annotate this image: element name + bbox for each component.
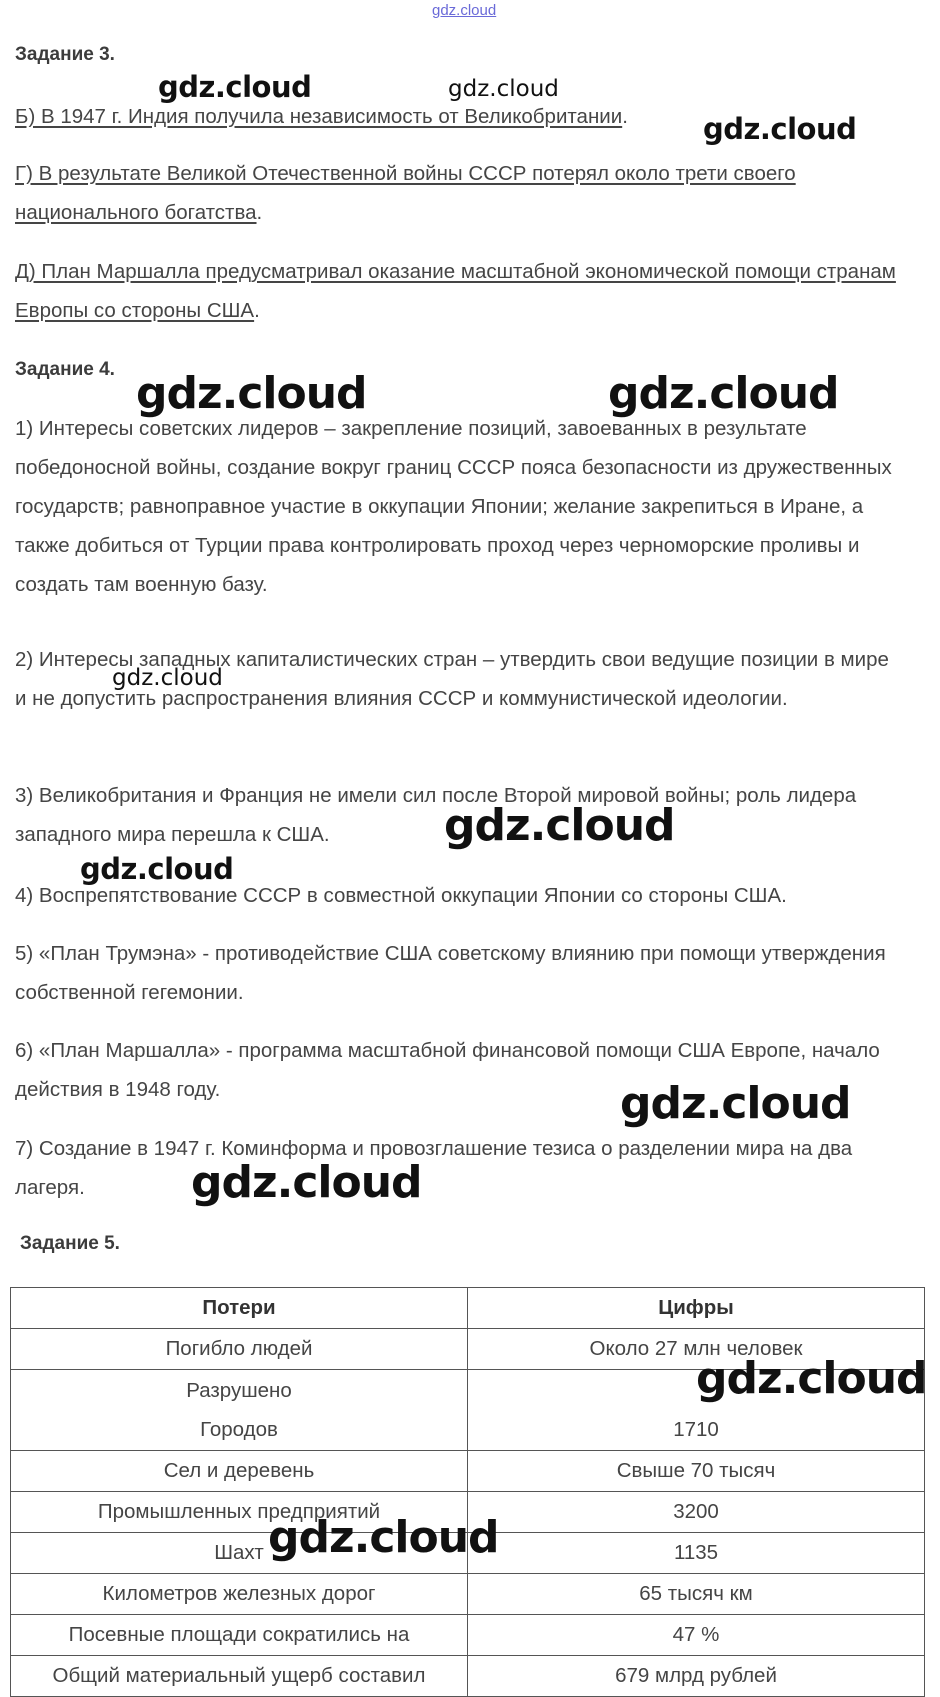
table-cell: Шахт	[11, 1533, 468, 1574]
task4-heading: Задание 4.	[15, 359, 115, 380]
table-cell: Километров железных дорог	[11, 1574, 468, 1615]
watermark: gdz.cloud	[448, 76, 559, 102]
task3-item-b: Б) В 1947 г. Индия получила независимость от Великобритании.	[15, 105, 628, 128]
task4-item-6: 6) «План Маршалла» - программа масштабной финансовой помощи США Европе, начало действия в 1948 году.	[15, 1039, 880, 1101]
task4-item-4: 4) Воспрепятствование СССР в совместной оккупации Японии со стороны США.	[15, 884, 787, 907]
table-row	[11, 1615, 925, 1656]
column-header: Потери	[11, 1288, 468, 1329]
watermark: gdz.cloud	[136, 368, 367, 419]
table-header-row	[11, 1288, 925, 1329]
task3-item-d: Д) План Маршалла предусматривал оказание масштабной экономической помощи странам Европы со стороны США.	[15, 260, 896, 322]
watermark: gdz.cloud	[268, 1512, 499, 1563]
table-cell: Общий материальный ущерб составил	[11, 1656, 468, 1697]
table-cell: Около 27 млн человек	[468, 1329, 925, 1370]
table-cell: 3200	[468, 1492, 925, 1533]
table-cell: 65 тысяч км	[468, 1574, 925, 1615]
table-row	[11, 1656, 925, 1697]
table-row	[11, 1451, 925, 1492]
watermark: gdz.cloud	[112, 665, 223, 691]
task4-item-5: 5) «План Трумэна» - противодействие США советскому влиянию при помощи утверждения собственной гегемонии.	[15, 942, 886, 1004]
watermark: gdz.cloud	[80, 852, 234, 886]
task4-item-1: 1) Интересы советских лидеров – закрепление позиций, завоеванных в результате победоносной войны, создание вокруг границ СССР пояса безопасности из дружественных государств; равноправное участие в оккупации Японии; желание закрепиться в Иране, а также добиться от Турции права контролировать проход через черноморские проливы и создать там военную базу.	[15, 417, 892, 596]
table-cell: 679 млрд рублей	[468, 1656, 925, 1697]
watermark: gdz.cloud	[444, 800, 675, 851]
table-cell	[11, 1370, 468, 1451]
task3-item-g: Г) В результате Великой Отечественной войны СССР потерял около трети своего национального богатства.	[15, 162, 796, 224]
table-row	[11, 1574, 925, 1615]
task4-item-3: 3) Великобритания и Франция не имели сил после Второй мировой войны; роль лидера западного мира перешла к США.	[15, 784, 857, 846]
table-cell: Посевные площади сократились на	[11, 1615, 468, 1656]
watermark: gdz.cloud	[158, 70, 312, 104]
losses-table	[10, 1287, 925, 1697]
watermark: gdz.cloud	[696, 1353, 927, 1404]
watermark: gdz.cloud	[608, 368, 839, 419]
site-link[interactable]: gdz.cloud	[432, 2, 497, 19]
task5-heading: Задание 5.	[20, 1233, 120, 1254]
cities-value: 1710	[673, 1418, 719, 1441]
table-cell: 1135	[468, 1533, 925, 1574]
table-cell: 47 %	[468, 1615, 925, 1656]
watermark: gdz.cloud	[620, 1078, 851, 1129]
task4-item-2: 2) Интересы западных капиталистических стран – утвердить свои ведущие позиции в мире и не допустить распространения влияния СССР и коммунистической идеологии.	[15, 648, 889, 710]
column-header: Цифры	[468, 1288, 925, 1329]
destroyed-label: Разрушено	[186, 1379, 292, 1402]
table-cell: Сел и деревень	[11, 1451, 468, 1492]
watermark: gdz.cloud	[191, 1157, 422, 1208]
task3-heading: Задание 3.	[15, 44, 115, 65]
task4-item-7: 7) Создание в 1947 г. Коминформа и провозглашение тезиса о разделении мира на два лагеря.	[15, 1137, 853, 1199]
cities-label: Городов	[200, 1418, 278, 1441]
table-cell: Свыше 70 тысяч	[468, 1451, 925, 1492]
table-cell: Погибло людей	[11, 1329, 468, 1370]
table-cell: Промышленных предприятий	[11, 1492, 468, 1533]
watermark: gdz.cloud	[703, 112, 857, 146]
